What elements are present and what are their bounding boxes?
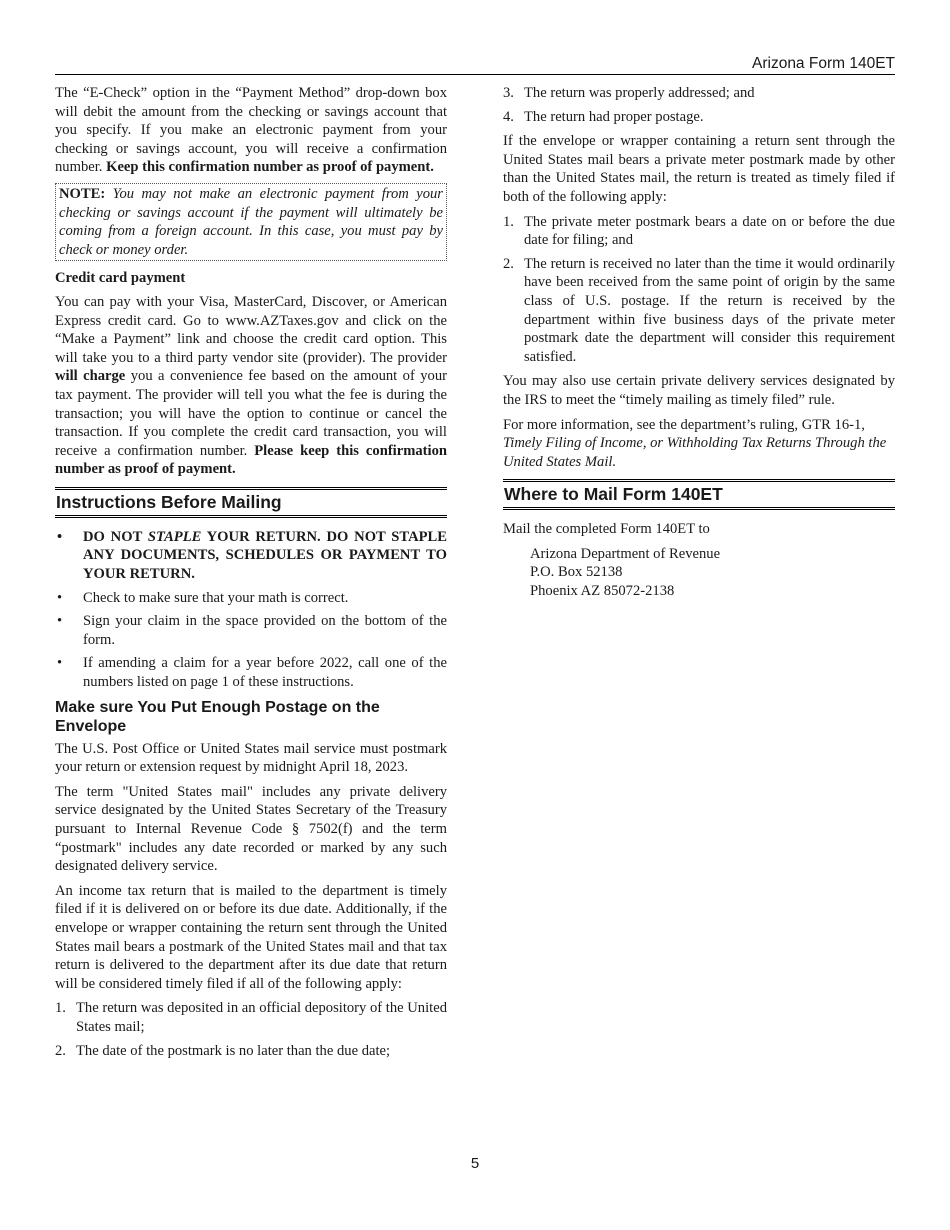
mailing-bullet-list [55,528,447,692]
page-header [55,54,895,75]
postage-section-title: Make sure You Put Enough Postage on the Envelope [55,698,380,735]
list-item: • If amending a claim for a year before 2022, call one of the numbers listed on page 1 of these instructions. [57,655,447,691]
meter-postmark-list [503,213,895,367]
credit-card-paragraph [55,293,447,479]
postage-paragraph-1: The U.S. Post Office or United States mail service must postmark your return or extension request by midnight April 18, 2023. [55,740,447,776]
credit-bold-2: Please keep this confirmation number as proof of payment. [55,442,447,478]
delivery-paragraph: You may also use certain private delivery services designated by the IRS to meet the “timely mailing as timely filed” rule. [503,373,895,408]
info-paragraph: For more information, see the department’s ruling, GTR 16-1, Timely Filing of Income, or Withholding Tax Returns Through the United States Mail. [503,416,887,470]
credit-bold-1: will charge [55,368,126,385]
mailing-section-title: Instructions Before Mailing [55,487,447,518]
credit-card-heading: Credit card payment [55,270,186,287]
address-line: P.O. Box 52138 [530,564,623,581]
form-title: Arizona Form 140ET [752,55,895,72]
echeck-bold-text: Keep this confirmation number as proof of payment. [106,159,434,176]
meter-paragraph: If the envelope or wrapper containing a return sent through the United States mail bears a private meter postmark made by other than the United States mail, the return is treated as timely filed if both of the following apply: [503,133,895,205]
note-text: You may not make an electronic payment from your checking or savings account if the payment will ultimately be coming from a foreign account. In this case, you must pay by check or money order. [59,185,443,258]
echeck-paragraph [55,84,447,177]
postage-paragraph-2: The term "United States mail" includes any private delivery service designated by the United States Secretary of the Treasury pursuant to Internal Revenue Code § 7502(f) and the term “postmark" includes any date recorded or marked by any such designated delivery service. [55,783,447,875]
mailing-address [503,545,895,601]
list-item: 2. The date of the postmark is no later than the due date; [55,1042,391,1059]
where-to-mail-title: Where to Mail Form 140ET [503,479,895,510]
postage-paragraph-3: An income tax return that is mailed to the department is timely filed if it is delivered on or before its due date. Additionally, if the envelope or wrapper containing the return sent through the United States mail bears a postmark of the United States mail and that tax return is delivered to the department after its due date that return will be considered timely filed if all of the following apply: [55,882,447,992]
credit-text-2: you a convenience fee based on the amount of your tax payment. The provider will tell you what the fee is during the transaction; you will have the option to continue or cancel the transaction. If you complete the credit card transaction, you will receive a confirmation number. [55,368,448,459]
list-item: • Sign your claim in the space provided on the bottom of the form. [57,613,447,648]
address-line: Phoenix AZ 85072-2138 [530,583,675,600]
ruling-title: Timely Filing of Income, or Withholding Tax Returns Through the United States Mail. [503,435,887,470]
note-label: NOTE: [59,185,106,202]
timely-filed-list [55,999,447,1060]
mail-intro: Mail the completed Form 140ET to [503,521,710,538]
list-item: 1. The return was deposited in an official depository of the United States mail; [55,1000,447,1035]
list-item: • Check to make sure that your math is correct. [57,589,349,606]
list-item: 2. The return is received no later than the time it would ordinarily have been received from the same point of origin by the same class of U.S. postage. If the return is received by the department within five business days of the private meter postmark date the department will consider this requirement satisfied. [503,255,895,365]
left-column [55,84,447,1066]
note-box [55,183,447,261]
page-number: 5 [470,1155,480,1172]
address-line: Arizona Department of Revenue [530,545,721,562]
echeck-text: The “E-Check” option in the “Payment Method” drop-down box will debit the amount from the checking or savings account that you specify. If you make an electronic payment from your checking or savings account, you will receive a confirmation number. [55,85,447,176]
credit-text-1: You can pay with your Visa, MasterCard, Discover, or American Express credit card. Go to www.AZTaxes.gov and click on the “Make a Payment” link and choose the credit card option. This will take you to a third party vendor site (provider). The provider [55,293,447,366]
list-item: • DO NOT STAPLE YOUR RETURN. DO NOT STAPLE ANY DOCUMENTS, SCHEDULES OR PAYMENT TO YOUR RETURN. [57,528,447,583]
right-column [503,84,895,601]
timely-filed-list-continued [503,84,895,126]
list-item: 1. The private meter postmark bears a date on or before the due date for filing; and [503,213,895,249]
list-item: 3. The return was properly addressed; and [503,85,755,101]
list-item: 4. The return had proper postage. [503,108,704,125]
